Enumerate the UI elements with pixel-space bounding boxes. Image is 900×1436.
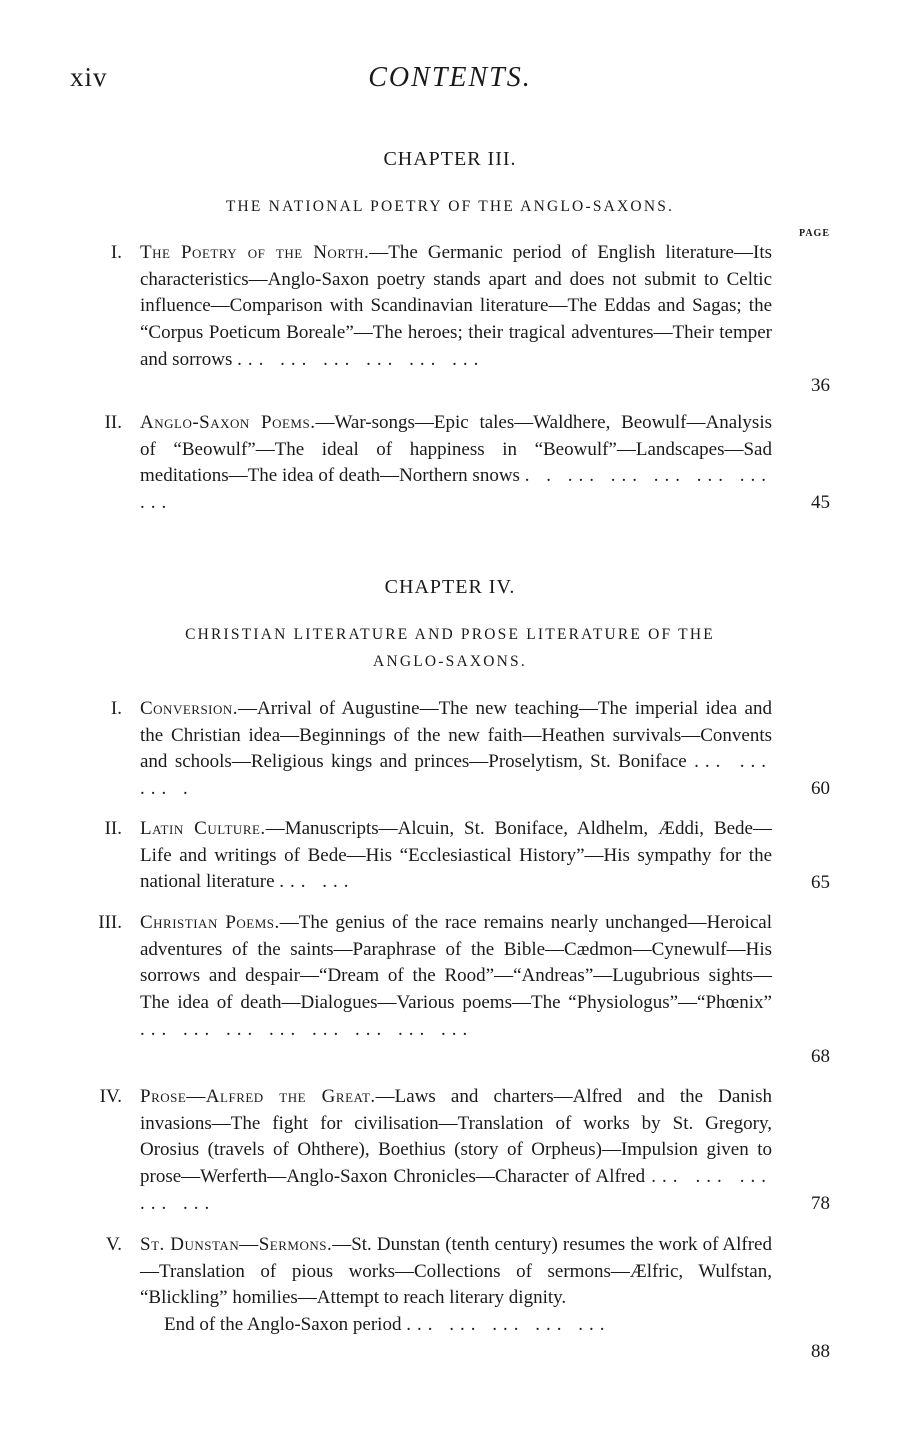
entry-description: —War-songs—Epic tales—Waldhere, Beowulf—Analysis of “Beowulf”—The ideal of happiness in “Beowulf”—Landscapes—Sad meditations—The idea of death—Northern snows bbox=[140, 412, 773, 487]
entry-page-number: 36 bbox=[811, 375, 830, 396]
entry-text bbox=[140, 910, 772, 1044]
running-title: CONTENTS. bbox=[368, 62, 532, 93]
entry-page-number: 68 bbox=[811, 1046, 830, 1067]
chapter-4 bbox=[70, 576, 830, 1362]
chapter-title-line-2: ANGLO-SAXONS. bbox=[373, 653, 527, 670]
entry-numeral: III. bbox=[98, 912, 122, 933]
entry-text bbox=[140, 410, 772, 517]
dot-leader: ... ... bbox=[279, 871, 355, 893]
entry-page-number: 88 bbox=[811, 1341, 830, 1362]
entry-numeral: V. bbox=[105, 1234, 122, 1255]
entry-sub-line bbox=[140, 1312, 772, 1339]
entry-text bbox=[140, 240, 772, 374]
chapter-3 bbox=[70, 148, 830, 514]
page-column-label: PAGE bbox=[798, 228, 830, 239]
entry-numeral: IV. bbox=[99, 1086, 122, 1107]
chapter-title-line-1: CHRISTIAN LITERATURE AND PROSE LITERATURE OF THE bbox=[185, 626, 715, 643]
entry-text bbox=[140, 696, 772, 803]
entry-topic: Christian Poems. bbox=[140, 912, 280, 933]
entry-topic: Prose—Alfred the Great. bbox=[140, 1086, 376, 1107]
entry-page-number: 78 bbox=[811, 1193, 830, 1214]
dot-leader: ... ... ... ... ... bbox=[140, 1166, 773, 1214]
dot-leader: . . ... ... ... ... ... ... bbox=[140, 465, 772, 514]
entry-numeral: I. bbox=[110, 698, 122, 719]
entry-topic: Anglo-Saxon Poems. bbox=[140, 412, 316, 433]
chapter-heading: CHAPTER IV. bbox=[384, 576, 516, 598]
toc-entry bbox=[70, 240, 830, 400]
entry-sub-text: End of the Anglo-Saxon period bbox=[164, 1314, 402, 1336]
entry-numeral: II. bbox=[104, 412, 122, 433]
entry-description: —Manuscripts—Alcuin, St. Boniface, Aldhelm, Æddi, Bede—Life and writings of Bede—His “Ecclesiastical History”—His sympathy for the national literature bbox=[140, 818, 772, 893]
page-number: xiv bbox=[70, 62, 108, 92]
entry-text bbox=[140, 1232, 772, 1339]
entry-topic: Latin Culture. bbox=[140, 818, 266, 839]
entry-numeral: I. bbox=[110, 242, 122, 263]
chapter-heading: CHAPTER III. bbox=[383, 148, 517, 170]
dot-leader: ... ... ... ... ... bbox=[406, 1314, 611, 1336]
dot-leader: ... ... ... ... ... ... ... ... bbox=[140, 1018, 474, 1040]
dot-leader: ... ... ... . bbox=[140, 751, 772, 800]
toc-entry bbox=[70, 816, 830, 900]
toc-entry bbox=[70, 910, 830, 1074]
entry-description: —Arrival of Augustine—The new teaching—The imperial idea and the Christian idea—Beginnings of the new faith—Heathen survivals—Convents and schools—Religious kings and princes—Proselytism, St. Boniface bbox=[140, 698, 772, 773]
chapter-title: THE NATIONAL POETRY OF THE ANGLO-SAXONS. bbox=[225, 198, 675, 215]
entry-page-number: 45 bbox=[811, 492, 830, 513]
entry-page-number: 60 bbox=[811, 778, 830, 799]
entry-description: —The genius of the race remains nearly unchanged—Heroical adventures of the saints—Paraphrase of the Bible—Cædmon—Cynewulf—His sorrows and despair—“Dream of the Rood”—“Andreas”—Lugubrious sights—The idea of death—Dialogues—Various poems—The “Physiologus”—“Phœnix” bbox=[140, 912, 772, 1014]
entry-numeral: II. bbox=[104, 818, 122, 839]
entry-page-number: 65 bbox=[811, 872, 830, 893]
toc-entry bbox=[70, 410, 830, 520]
toc-entry bbox=[70, 696, 830, 806]
toc-entry bbox=[70, 1084, 830, 1224]
running-head bbox=[70, 62, 830, 102]
entry-topic: St. Dunstan—Sermons. bbox=[140, 1234, 333, 1255]
entry-topic: Conversion. bbox=[140, 698, 239, 719]
entry-text bbox=[140, 1084, 772, 1218]
entry-topic: The Poetry of the North. bbox=[140, 242, 370, 263]
toc-entry bbox=[70, 1232, 830, 1372]
entry-text bbox=[140, 816, 772, 896]
entry-description: —The Germanic period of English literature—Its characteristics—Anglo-Saxon poetry stands apart and does not submit to Celtic influence—Comparison with Scandinavian literature—The Eddas and Sagas; the “Corpus Poeticum Boreale”—The heroes; their tragical adventures—Their temper and sorrows bbox=[140, 242, 772, 370]
entry-description: —St. Dunstan (tenth century) resumes the work of Alfred—Translation of pious works—Collections of sermons—Ælfric, Wulfstan, “Blickling” homilies—Attempt to reach literary dignity. bbox=[140, 1234, 772, 1309]
dot-leader: ... ... ... ... ... ... bbox=[237, 348, 485, 370]
entry-description: —Laws and charters—Alfred and the Danish invasions—The fight for civilisation—Translation of works by St. Gregory, Orosius (travels of Ohthere), Boethius (story of Orpheus)—Impulsion given to prose—Werferth—Anglo-Saxon Chronicles—Character of Alfred bbox=[140, 1086, 772, 1188]
